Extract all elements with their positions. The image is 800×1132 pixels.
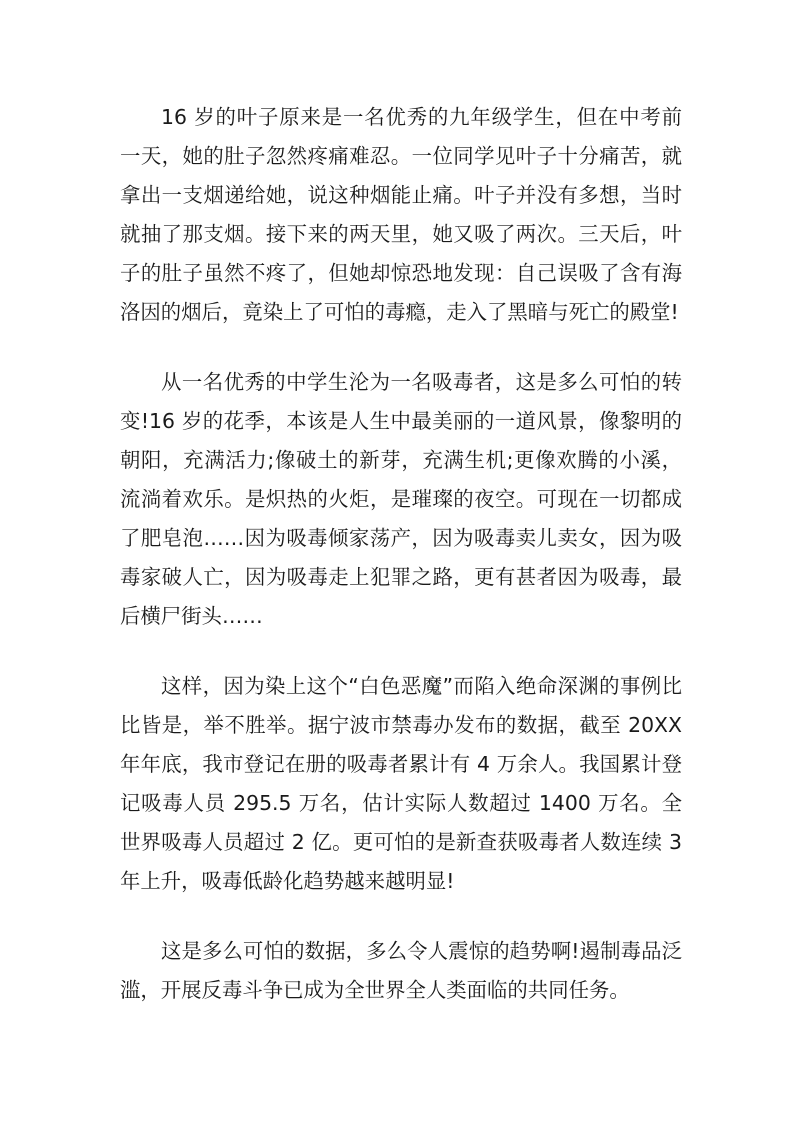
document-page <box>120 98 682 1010</box>
paragraph-2: 从一名优秀的中学生沦为一名吸毒者，这是多么可怕的转变!16 岁的花季，本该是人生中最美丽的一道风景，像黎明的朝阳，充满活力;像破土的新芽，充满生机;更像欢腾的小溪，流淌着欢乐。是炽热的火炬，是璀璨的夜空。可现在一切都成了肥皂泡……因为吸毒倾家荡产，因为吸毒卖儿卖女，因为吸毒家破人亡，因为吸毒走上犯罪之路，更有甚者因为吸毒，最后横尸街头…… <box>120 370 682 628</box>
paragraph-3: 这样，因为染上这个“白色恶魔”而陷入绝命深渊的事例比比皆是，举不胜举。据宁波市禁毒办发布的数据，截至 20XX 年年底，我市登记在册的吸毒者累计有 4 万余人。我国累计登记吸毒人员 295.5 万名，估计实际人数超过 1400 万名。全世界吸毒人员超过 2 亿。更可怕的是新查获吸毒者人数连续 3 年上升，吸毒低龄化趋势越来越明显! <box>120 674 682 893</box>
paragraph-1: 16 岁的叶子原来是一名优秀的九年级学生，但在中考前一天，她的肚子忽然疼痛难忍。一位同学见叶子十分痛苦，就拿出一支烟递给她，说这种烟能止痛。叶子并没有多想，当时就抽了那支烟。接下来的两天里，她又吸了两次。三天后，叶子的肚子虽然不疼了，但她却惊恐地发现：自己误吸了含有海洛因的烟后，竟染上了可怕的毒瘾，走入了黑暗与死亡的殿堂! <box>120 105 682 324</box>
paragraph-4: 这是多么可怕的数据，多么令人震惊的趋势啊!遏制毒品泛滥，开展反毒斗争已成为全世界全人类面临的共同任务。 <box>120 939 682 1002</box>
